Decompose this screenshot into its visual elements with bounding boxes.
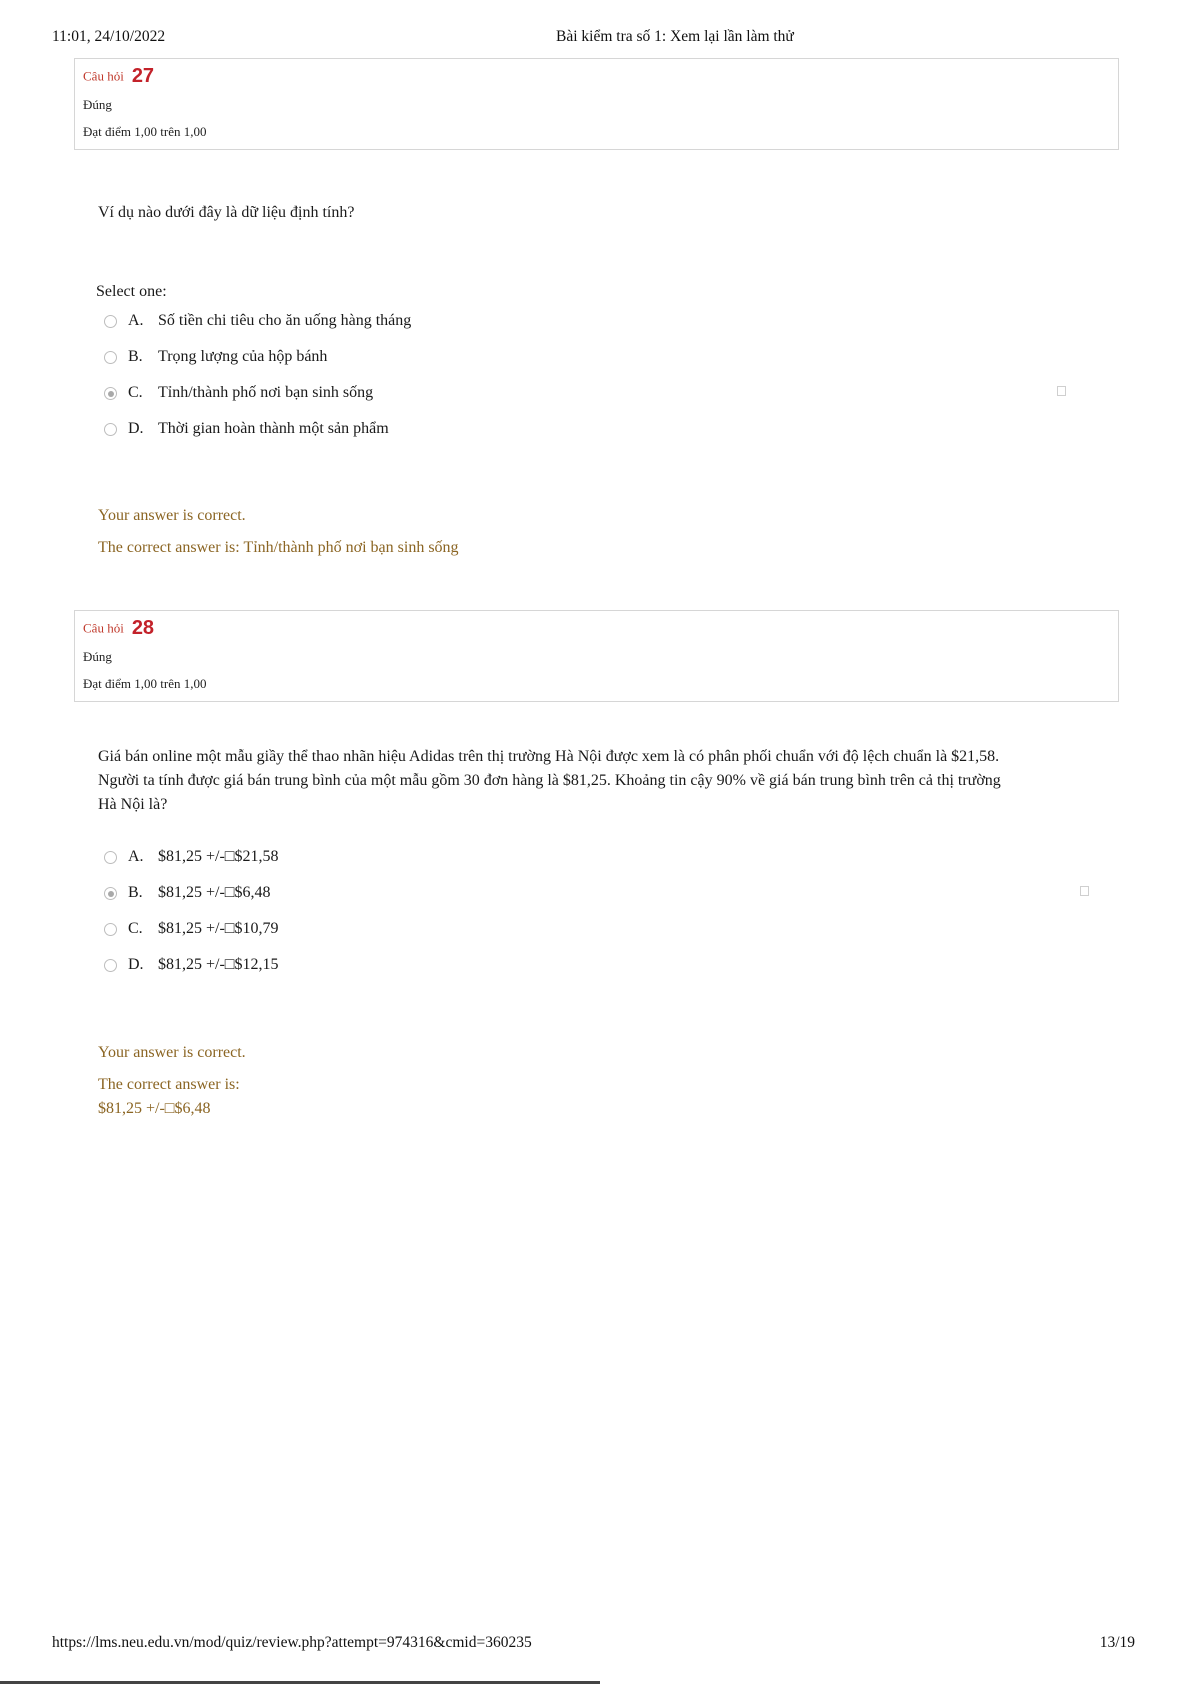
question-number: 27 (131, 65, 155, 87)
option-text: Tỉnh/thành phố nơi bạn sinh sống (158, 384, 374, 401)
correct-answer-27 (98, 539, 459, 557)
page-bottom-strip (0, 1681, 600, 1684)
radio-button[interactable] (104, 315, 117, 328)
question-state: Đúng (83, 97, 112, 112)
option-letter: A. (128, 312, 144, 329)
option-text: Thời gian hoàn thành một sản phẩm (158, 420, 389, 437)
feedback-text-28: Your answer is correct. (98, 1044, 246, 1061)
question-info-28 (74, 610, 1119, 702)
correct-answer-label: The correct answer is: (98, 539, 240, 556)
option-text: $81,25 +/-□$21,58 (158, 848, 279, 865)
question-text-line: Giá bán online một mẫu giầy thể thao nhãn hiệu Adidas trên thị trường Hà Nội được xem là có phân phối chuẩn với độ lệch chuẩn là $21,58. (98, 748, 1000, 765)
option-letter: C. (128, 384, 143, 401)
option-text: Trọng lượng của hộp bánh (158, 348, 328, 365)
question-number-line (83, 617, 154, 640)
question-grade: Đạt điểm 1,00 trên 1,00 (83, 124, 207, 139)
option-letter: A. (128, 848, 144, 865)
question-label: Câu hỏi (83, 620, 124, 636)
question-number: 28 (131, 617, 155, 639)
correct-answer-label-28: The correct answer is: (98, 1076, 240, 1093)
question-number-line (83, 65, 154, 88)
option-letter: B. (128, 884, 143, 901)
print-header (52, 28, 1135, 50)
print-footer (52, 1634, 1135, 1656)
question-text-line: Hà Nội là? (98, 796, 168, 813)
print-page-title: Bài kiểm tra số 1: Xem lại lần làm thử (556, 28, 794, 45)
radio-button[interactable] (104, 923, 117, 936)
correct-mark-icon (1080, 886, 1089, 896)
correct-mark-icon (1057, 386, 1066, 396)
option-letter: D. (128, 956, 144, 973)
option-text: $81,25 +/-□$10,79 (158, 920, 279, 937)
correct-answer-value-28: $81,25 +/-□$6,48 (98, 1100, 211, 1117)
question-grade: Đạt điểm 1,00 trên 1,00 (83, 676, 207, 691)
option-text: $81,25 +/-□$12,15 (158, 956, 279, 973)
option-letter: D. (128, 420, 144, 437)
radio-button[interactable] (104, 959, 117, 972)
option-letter: B. (128, 348, 143, 365)
option-text: $81,25 +/-□$6,48 (158, 884, 271, 901)
question-state: Đúng (83, 649, 112, 664)
question-info-27 (74, 58, 1119, 150)
option-text: Số tiền chi tiêu cho ăn uống hàng tháng (158, 312, 412, 329)
radio-button[interactable] (104, 351, 117, 364)
radio-button-selected[interactable] (104, 387, 117, 400)
print-page-number: 13/19 (1099, 1634, 1135, 1651)
radio-button[interactable] (104, 423, 117, 436)
question-text-line: Người ta tính được giá bán trung bình của một mẫu gồm 30 đơn hàng là $81,25. Khoảng tin cậy 90% về giá bán trung bình trên cả thị trường (98, 772, 1001, 789)
question-label: Câu hỏi (83, 68, 124, 84)
print-datetime: 11:01, 24/10/2022 (52, 28, 166, 45)
print-url: https://lms.neu.edu.vn/mod/quiz/review.php?attempt=974316&cmid=360235 (52, 1634, 532, 1651)
question-text-27: Ví dụ nào dưới đây là dữ liệu định tính? (98, 204, 355, 221)
select-one-prompt: Select one: (96, 283, 167, 300)
question-text-28 (98, 745, 1018, 817)
feedback-text-27: Your answer is correct. (98, 507, 246, 524)
radio-button-selected[interactable] (104, 887, 117, 900)
correct-answer-value: Tỉnh/thành phố nơi bạn sinh sống (243, 539, 459, 556)
option-letter: C. (128, 920, 143, 937)
radio-button[interactable] (104, 851, 117, 864)
